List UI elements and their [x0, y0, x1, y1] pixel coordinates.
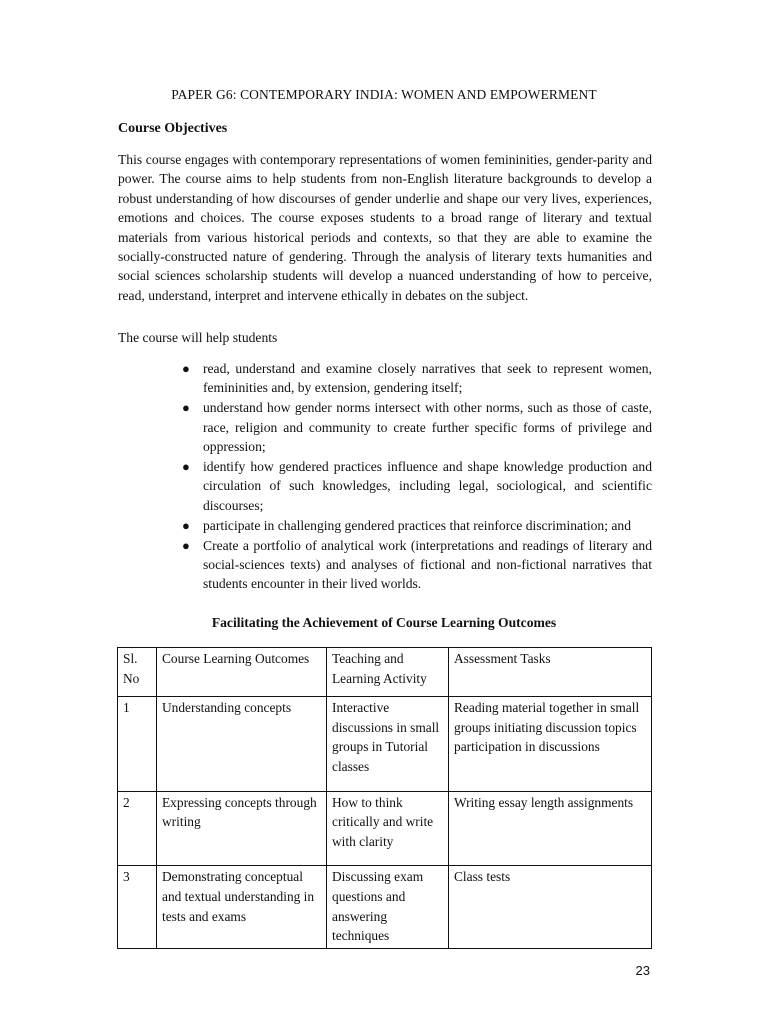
list-item: ● Create a portfolio of analytical work (interpretations and readings of literary and social-sciences texts) and analyses of fictional and non-fictional narratives that students encounter in their lived worlds.	[182, 537, 652, 592]
table-cell: 2	[118, 791, 157, 866]
table-cell: Interactive discussions in small groups in Tutorial classes	[327, 697, 449, 791]
table-title: Facilitating the Achievement of Course Learning Outcomes	[211, 615, 557, 630]
header-cell-sl-no: Sl. No	[118, 648, 157, 697]
bullet-icon: ●	[182, 459, 190, 475]
bullet-icon: ●	[182, 517, 190, 533]
list-item: ● understand how gender norms intersect with other norms, such as those of caste, race, religion and community to create further specific forms of privilege and oppression;	[182, 400, 652, 455]
list-item: ● participate in challenging gendered practices that reinforce discrimination; and	[203, 516, 652, 535]
table-row	[118, 791, 652, 866]
course-intro-line: The course will help students	[118, 330, 278, 345]
table-cell: 3	[118, 866, 157, 948]
list-item: ● read, understand and examine closely narratives that seek to represent women, femininities and, by extension, gendering itself;	[182, 361, 652, 396]
course-objectives-paragraph: This course engages with contemporary representations of women femininities, gender-parity and power. The course aims to help students from non-English literature backgrounds to develop a robust understanding of how discourses of gender underlie and shape our very lives, experiences, emotions and choices. The course exposes students to a broad range of literary and textual materials from various historical periods and contexts, so that they are able to examine the socially-constructed nature of gendering. Through the analysis of literary texts humanities and social sciences scholarship students will develop a nuanced understanding of how to perceive, read, understand, interpret and intervene ethically in debates on the subject.	[118, 152, 652, 303]
header-cell-outcomes: Course Learning Outcomes	[157, 648, 327, 697]
page-number: 23	[635, 963, 650, 978]
bullet-icon: ●	[182, 361, 190, 376]
table-row	[118, 866, 652, 948]
table-cell: Understanding concepts	[157, 697, 327, 791]
table-cell: Discussing exam questions and answering techniques	[327, 866, 449, 948]
course-objectives-heading: Course Objectives	[118, 121, 228, 136]
page-title: PAPER G6: CONTEMPORARY INDIA: WOMEN AND EMPOWERMENT	[171, 87, 597, 102]
list-item: ● identify how gendered practices influence and shape knowledge production and circulation of such knowledges, including legal, sociological, and scientific discourses;	[182, 459, 652, 513]
bullet-icon: ●	[182, 537, 190, 553]
table-cell: Class tests	[449, 866, 652, 948]
objectives-list	[182, 359, 652, 594]
outcomes-table	[117, 647, 652, 949]
bullet-icon: ●	[182, 400, 190, 416]
table-cell: How to think critically and write with clarity	[327, 791, 449, 866]
header-cell-teaching: Teaching and Learning Activity	[327, 648, 449, 697]
table-cell: Writing essay length assignments	[449, 791, 652, 866]
table-row	[118, 697, 652, 791]
table-header-row	[118, 648, 652, 697]
table-cell: Reading material together in small groups initiating discussion topics participation in discussions	[449, 697, 652, 791]
table-cell: Expressing concepts through writing	[157, 791, 327, 866]
table-cell: 1	[118, 697, 157, 791]
table-cell: Demonstrating conceptual and textual understanding in tests and exams	[157, 866, 327, 948]
header-cell-assessment: Assessment Tasks	[449, 648, 652, 697]
